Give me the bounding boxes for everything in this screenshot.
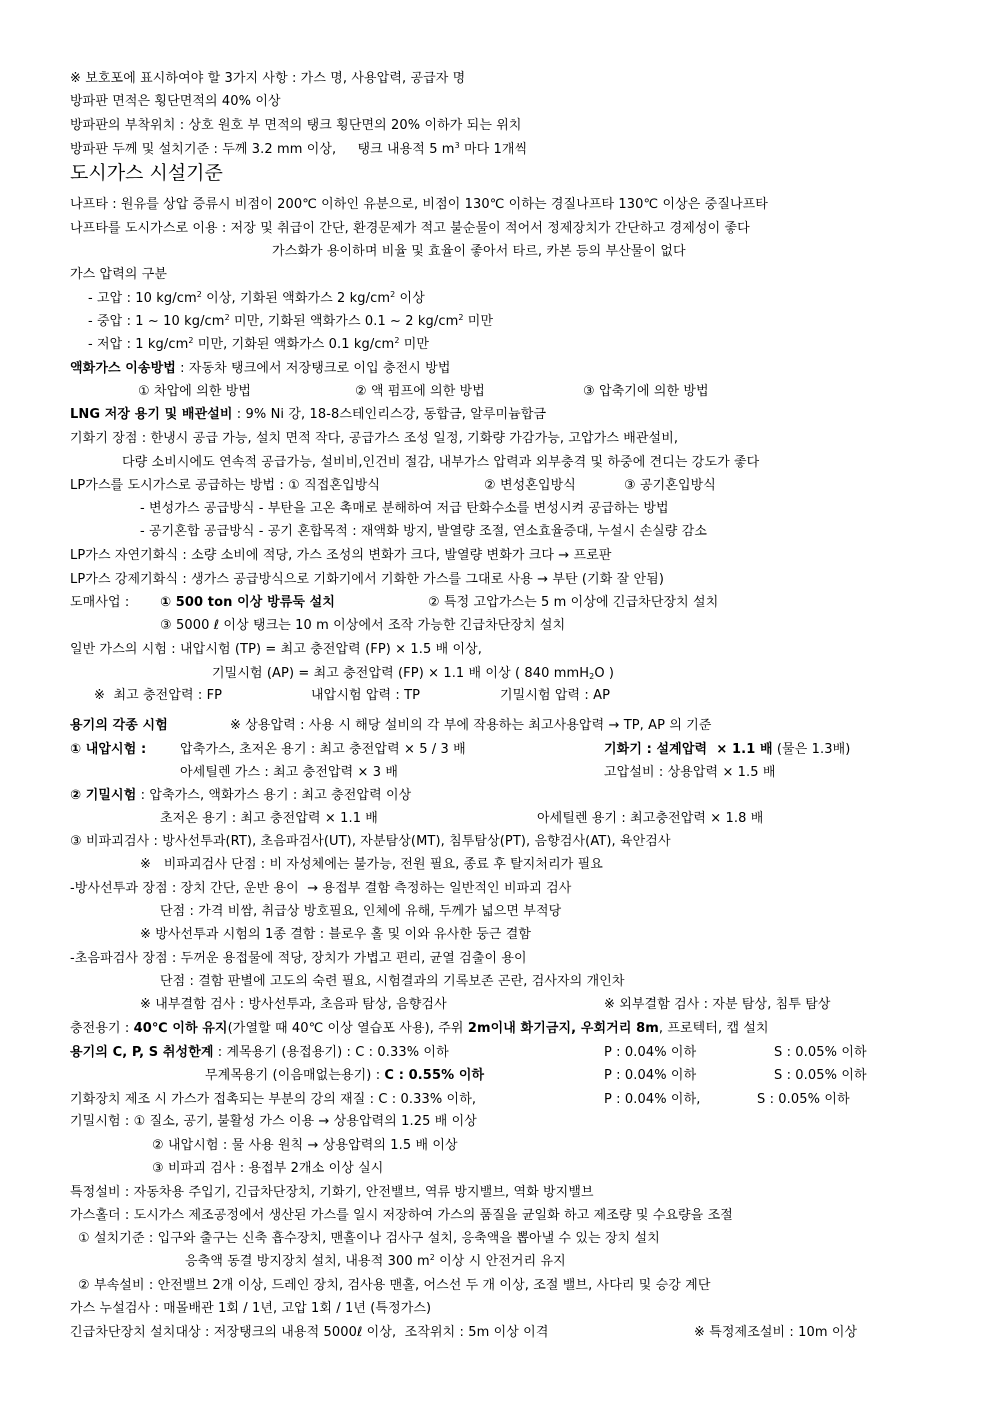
text-line: ② 특정 고압가스는 5 m 이상에 긴급차단장치 설치 (428, 595, 719, 610)
text-line: ※ 방사선투과 시험의 1종 결함 : 블로우 홀 및 이와 유사한 둥근 결함 (140, 927, 532, 942)
text-line: ① 내압시험 : (70, 742, 147, 757)
text-line: - 저압 : 1 $kg/cm^2$ 미만, 기화된 액화가스 0.1 $kg/cm^2$ 미만 (88, 336, 430, 352)
text-line: 가스 누설검사 : 매몰배관 1회 / 1년, 고압 1회 / 1년 (특정가스) (70, 1301, 432, 1316)
text-line: ③ 압축기에 의한 방법 (583, 384, 709, 399)
text-line: ① 설치기준 : 입구와 출구는 신축 흡수장치, 맨홀이나 검사구 설치, 응축액을 뽑아낼 수 있는 장치 설치 (78, 1231, 660, 1246)
text-line: ※ 상용압력 : 사용 시 해당 설비의 각 부에 작용하는 최고사용압력 → TP, AP 의 기준 (230, 718, 712, 733)
section-title: 도시가스 시설기준 (70, 162, 223, 184)
text-line: LNG 저장 용기 및 배관설비 : 9% Ni 강, 18-8스테인리스강, 동합금, 알루미늄합금 (70, 407, 547, 422)
text-line: 초저온 용기 : 최고 충전압력 × 1.1 배 (160, 811, 378, 826)
text-line: S : 0.05% 이하 (757, 1092, 850, 1107)
text-line: ② 내압시험 : 물 사용 원칙 → 상용압력의 1.5 배 이상 (152, 1138, 458, 1153)
text-line: - 고압 : 10 $kg/cm^2$ 이상, 기화된 액화가스 2 $kg/cm^2$ 이상 (88, 290, 425, 306)
text-line: S : 0.05% 이하 (774, 1045, 867, 1060)
text-line: 기화기 : 설계압력 × 1.1 배 (물은 1.3배) (604, 742, 851, 757)
text-line: 도매사업 : (70, 595, 130, 610)
text-line: - 중압 : 1 ~ 10 $kg/cm^2$ 미만, 기화된 액화가스 0.1 ~ 2 $kg/cm^2$ 미만 (88, 313, 494, 329)
text-line: 단점 : 가격 비쌈, 취급상 방호필요, 인체에 유해, 두께가 넓으면 부적당 (160, 904, 562, 919)
text-line: 단점 : 결함 판별에 고도의 숙련 필요, 시험결과의 기록보존 곤란, 검사자의 개인차 (160, 974, 625, 989)
text-line: P : 0.04% 이하 (604, 1068, 697, 1083)
text-line: 긴급차단장치 설치대상 : 저장탱크의 내용적 5000ℓ 이상, 조작위치 : 5m 이상 이격 (70, 1325, 549, 1340)
text-line: 압축가스, 초저온 용기 : 최고 충전압력 × 5 / 3 배 (180, 742, 466, 757)
text-line: 일반 가스의 시험 : 내압시험 (TP) = 최고 충전압력 (FP) × 1.5 배 이상, (70, 642, 483, 657)
text-line: ① 500 ton 이상 방류둑 설치 (160, 595, 335, 610)
text-line: ② 변성혼입방식 (484, 478, 576, 493)
text-line: LP가스를 도시가스로 공급하는 방법 : ① 직접혼입방식 (70, 478, 381, 493)
text-line: ※ 보호포에 표시하여야 할 3가지 사항 : 가스 명, 사용압력, 공급자 명 (70, 71, 466, 86)
text-line: ※ 비파괴검사 단점 : 비 자성체에는 불가능, 전원 필요, 종료 후 탈지처리가 필요 (140, 857, 603, 872)
text-line: 기밀시험 압력 : AP (500, 688, 611, 703)
text-line: -초음파검사 장점 : 두꺼운 용접물에 적당, 장치가 가볍고 편리, 균열 검출이 용이 (70, 951, 527, 966)
text-line: ② 부속설비 : 안전밸브 2개 이상, 드레인 장치, 검사용 맨홀, 어스선 두 개 이상, 조절 밸브, 사다리 및 승강 계단 (78, 1278, 711, 1293)
text-line: 가스화가 용이하며 비율 및 효율이 좋아서 타르, 카본 등의 부산물이 없다 (272, 244, 686, 259)
text-line: ② 기밀시험 : 압축가스, 액화가스 용기 : 최고 충전압력 이상 (70, 788, 412, 803)
text-line: - 변성가스 공급방식 - 부탄을 고온 촉매로 분해하여 저급 탄화수소를 변성시켜 공급하는 방법 (140, 501, 669, 516)
text-line: ※ 특정제조설비 : 10m 이상 (694, 1325, 858, 1340)
text-line: ③ 비파괴 검사 : 용접부 2개소 이상 실시 (152, 1161, 384, 1176)
text-line: 방파판 두께 및 설치기준 : 두께 3.2 mm 이상, 탱크 내용적 5 $m^3$ 마다 1개씩 (70, 141, 528, 157)
text-line: 아세틸렌 가스 : 최고 충전압력 × 3 배 (180, 765, 399, 780)
text-line: 액화가스 이송방법 : 자동차 탱크에서 저장탱크로 이입 충전시 방법 (70, 361, 451, 376)
text-line: 충전용기 : 40℃ 이하 유지(가열할 때 40℃ 이상 열습포 사용), 주위 2m이내 화기금지, 우회거리 8m, 프로텍터, 캡 설치 (70, 1021, 769, 1036)
text-line: ※ 내부결함 검사 : 방사선투과, 초음파 탐상, 음향검사 (140, 997, 447, 1012)
text-line: 아세틸렌 용기 : 최고충전압력 × 1.8 배 (537, 811, 764, 826)
text-line: 특정설비 : 자동차용 주입기, 긴급차단장치, 기화기, 안전밸브, 역류 방지밸브, 역화 방지밸브 (70, 1185, 594, 1200)
text-line: 용기의 C, P, S 취성한계 : 계목용기 (용접용기) : C : 0.33% 이하 (70, 1045, 449, 1060)
text-line: LP가스 자연기화식 : 소량 소비에 적당, 가스 조성의 변화가 크다, 발열량 변화가 크다 → 프로판 (70, 548, 612, 563)
text-line: ③ 비파괴검사 : 방사선투과(RT), 초음파검사(UT), 자분탐상(MT), 침투탐상(PT), 음향검사(AT), 육안검사 (70, 834, 671, 849)
text-line: -방사선투과 장점 : 장치 간단, 운반 용이 → 용접부 결함 측정하는 일반적인 비파괴 검사 (70, 881, 572, 896)
text-line: 응축액 동결 방지장치 설치, 내용적 300 $m^2$ 이상 시 안전거리 유지 (185, 1253, 566, 1269)
text-line: 기화기 장점 : 한냉시 공급 가능, 설치 면적 작다, 공급가스 조성 일정, 기화량 가감가능, 고압가스 배관설비, (70, 431, 679, 446)
text-line: 기밀시험 (AP) = 최고 충전압력 (FP) × 1.1 배 이상 ( 840 mmH$_2$O ) (212, 666, 615, 681)
text-line: 방파판 면적은 횡단면적의 40% 이상 (70, 94, 281, 109)
text-line: ※ 외부결함 검사 : 자분 탐상, 침투 탐상 (604, 997, 831, 1012)
text-line: 무계목용기 (이음매없는용기) : C : 0.55% 이하 (205, 1068, 485, 1083)
text-line: 내압시험 압력 : TP (311, 688, 421, 703)
text-line: ※ 최고 충전압력 : FP (94, 688, 223, 703)
text-line: 고압설비 : 상용압력 × 1.5 배 (604, 765, 776, 780)
text-line: 가스 압력의 구분 (70, 267, 168, 282)
text-line: 다량 소비시에도 연속적 공급가능, 설비비,인건비 절감, 내부가스 압력과 외부충격 및 하중에 견디는 강도가 좋다 (122, 455, 760, 470)
text-line: S : 0.05% 이하 (774, 1068, 867, 1083)
text-line: - 공기혼합 공급방식 - 공기 혼합목적 : 재액화 방지, 발열량 조절, 연소효율증대, 누설시 손실량 감소 (140, 524, 708, 539)
text-line: ③ 5000 ℓ 이상 탱크는 10 m 이상에서 조작 가능한 긴급차단장치 설치 (160, 618, 566, 633)
text-line: 나프타 : 원유를 상압 증류시 비점이 200℃ 이하인 유분으로, 비점이 130℃ 이하는 경질나프타 130℃ 이상은 중질나프타 (70, 197, 768, 212)
text-line: P : 0.04% 이하 (604, 1045, 697, 1060)
text-line: 가스홀더 : 도시가스 제조공정에서 생산된 가스를 일시 저장하여 가스의 품질을 균일화 하고 제조량 및 수요량을 조절 (70, 1208, 733, 1223)
text-line: 기밀시험 : ① 질소, 공기, 불활성 가스 이용 → 상용압력의 1.25 배 이상 (70, 1114, 477, 1129)
text-line: ③ 공기혼입방식 (624, 478, 716, 493)
text-line: P : 0.04% 이하, (604, 1092, 701, 1107)
text-line: ② 액 펌프에 의한 방법 (355, 384, 485, 399)
text-line: LP가스 강제기화식 : 생가스 공급방식으로 기화기에서 기화한 가스를 그대로 사용 → 부탄 (기화 잘 안됨) (70, 572, 665, 587)
text-line: ① 차압에 의한 방법 (138, 384, 252, 399)
text-line: 방파판의 부착위치 : 상호 원호 부 면적의 탱크 횡단면의 20% 이하가 되는 위치 (70, 118, 522, 133)
text-line: 나프타를 도시가스로 이용 : 저장 및 취급이 간단, 환경문제가 적고 불순물이 적어서 정제장치가 간단하고 경제성이 좋다 (70, 221, 750, 236)
text-line: 용기의 각종 시험 (70, 718, 168, 733)
text-line: 기화장치 제조 시 가스가 접촉되는 부분의 강의 재질 : C : 0.33% 이하, (70, 1092, 477, 1107)
